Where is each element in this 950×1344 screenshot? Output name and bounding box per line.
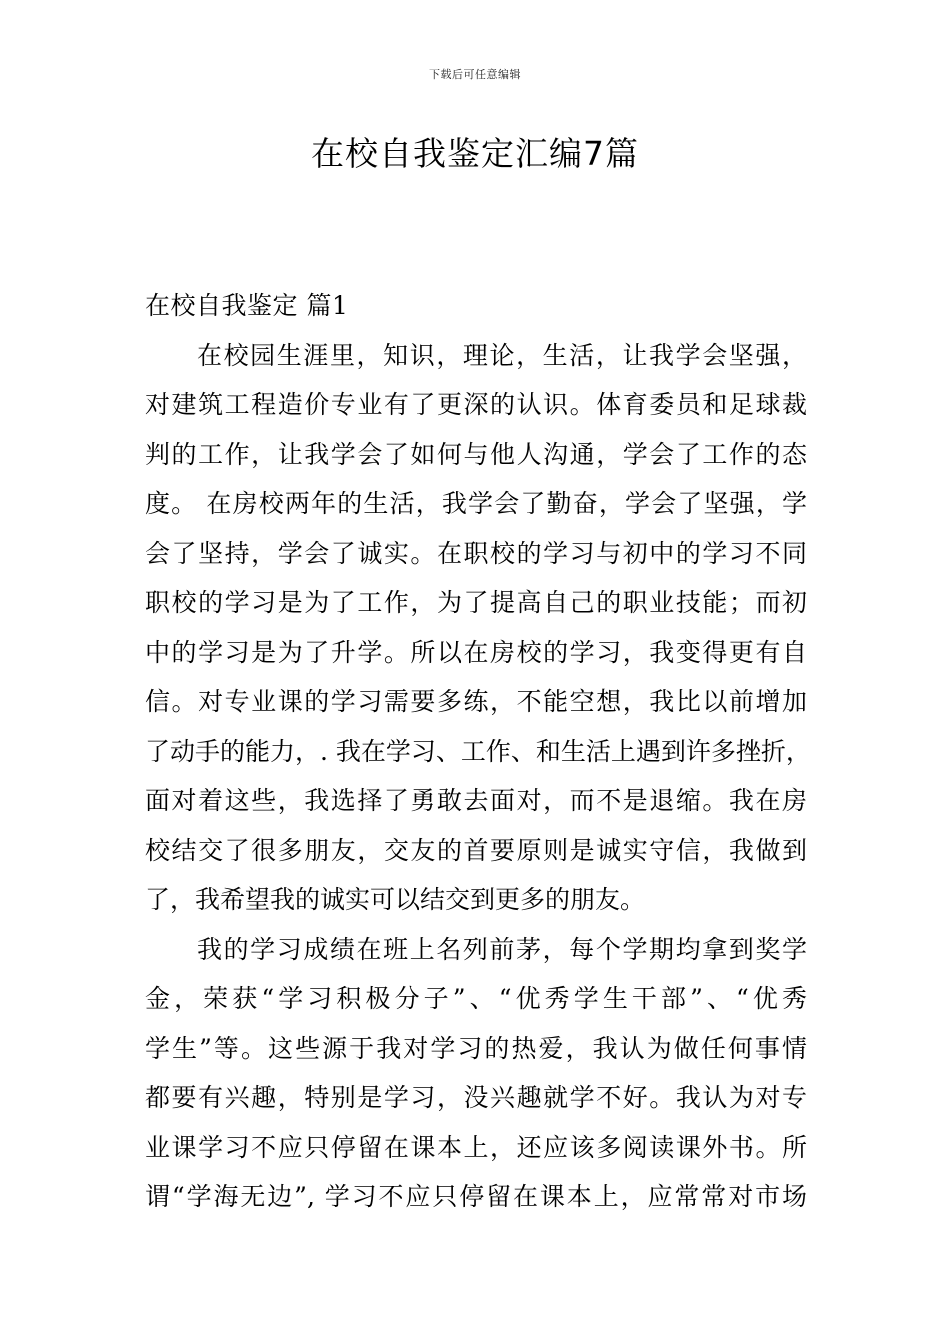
section-heading: 在校自我鉴定 篇1 [145, 291, 349, 320]
paragraph-line: 会了坚持，学会了诚实。在职校的学习与初中的学习不同 [145, 538, 807, 568]
paragraph-line: 在校园生涯里，知识，理论，生活，让我学会坚强， [197, 340, 807, 370]
paragraph-line: 度。 在房校两年的生活，我学会了勤奋，学会了坚强，学 [145, 489, 807, 518]
paragraph-line: 职校的学习是为了工作，为了提高自己的职业技能；而初 [145, 588, 807, 617]
paragraph-line: 对建筑工程造价专业有了更深的认识。体育委员和足球裁 [145, 390, 807, 419]
paragraph-line: 校结交了很多朋友，交友的首要原则是诚实守信，我做到 [145, 835, 807, 865]
paragraph-line: 谓“学海无边”, 学习不应只停留在课本上，应常常对市场 [145, 1182, 807, 1211]
paragraph-line: 了动手的能力，. 我在学习、工作、和生活上遇到许多挫折， [145, 736, 811, 766]
document-body [145, 281, 811, 1222]
document-title: 在校自我鉴定汇编7篇 [311, 134, 639, 173]
paragraph-line: 都要有兴趣，特别是学习，没兴趣就学不好。我认为对专 [145, 1083, 807, 1112]
paragraph-line: 业课学习不应只停留在课本上，还应该多阅读课外书。所 [145, 1132, 807, 1162]
header-note: 下载后可任意编辑 [429, 68, 521, 81]
paragraph-line: 金，荣获“学习积极分子”、“优秀学生干部”、“优秀 [145, 984, 807, 1013]
paragraph-line: 我的学习成绩在班上名列前茅，每个学期均拿到奖学 [197, 934, 807, 964]
paragraph-line: 中的学习是为了升学。所以在房校的学习，我变得更有自 [145, 637, 807, 667]
paragraph-line: 面对着这些，我选择了勇敢去面对，而不是退缩。我在房 [145, 786, 807, 815]
paragraph-line: 信。对专业课的学习需要多练，不能空想，我比以前增加 [145, 687, 807, 716]
paragraph-line: 了，我希望我的诚实可以结交到更多的朋友。 [145, 885, 646, 914]
paragraph-line: 判的工作，让我学会了如何与他人沟通，学会了工作的态 [145, 439, 807, 469]
paragraph-line: 学生”等。这些源于我对学习的热爱，我认为做任何事情 [145, 1033, 807, 1063]
